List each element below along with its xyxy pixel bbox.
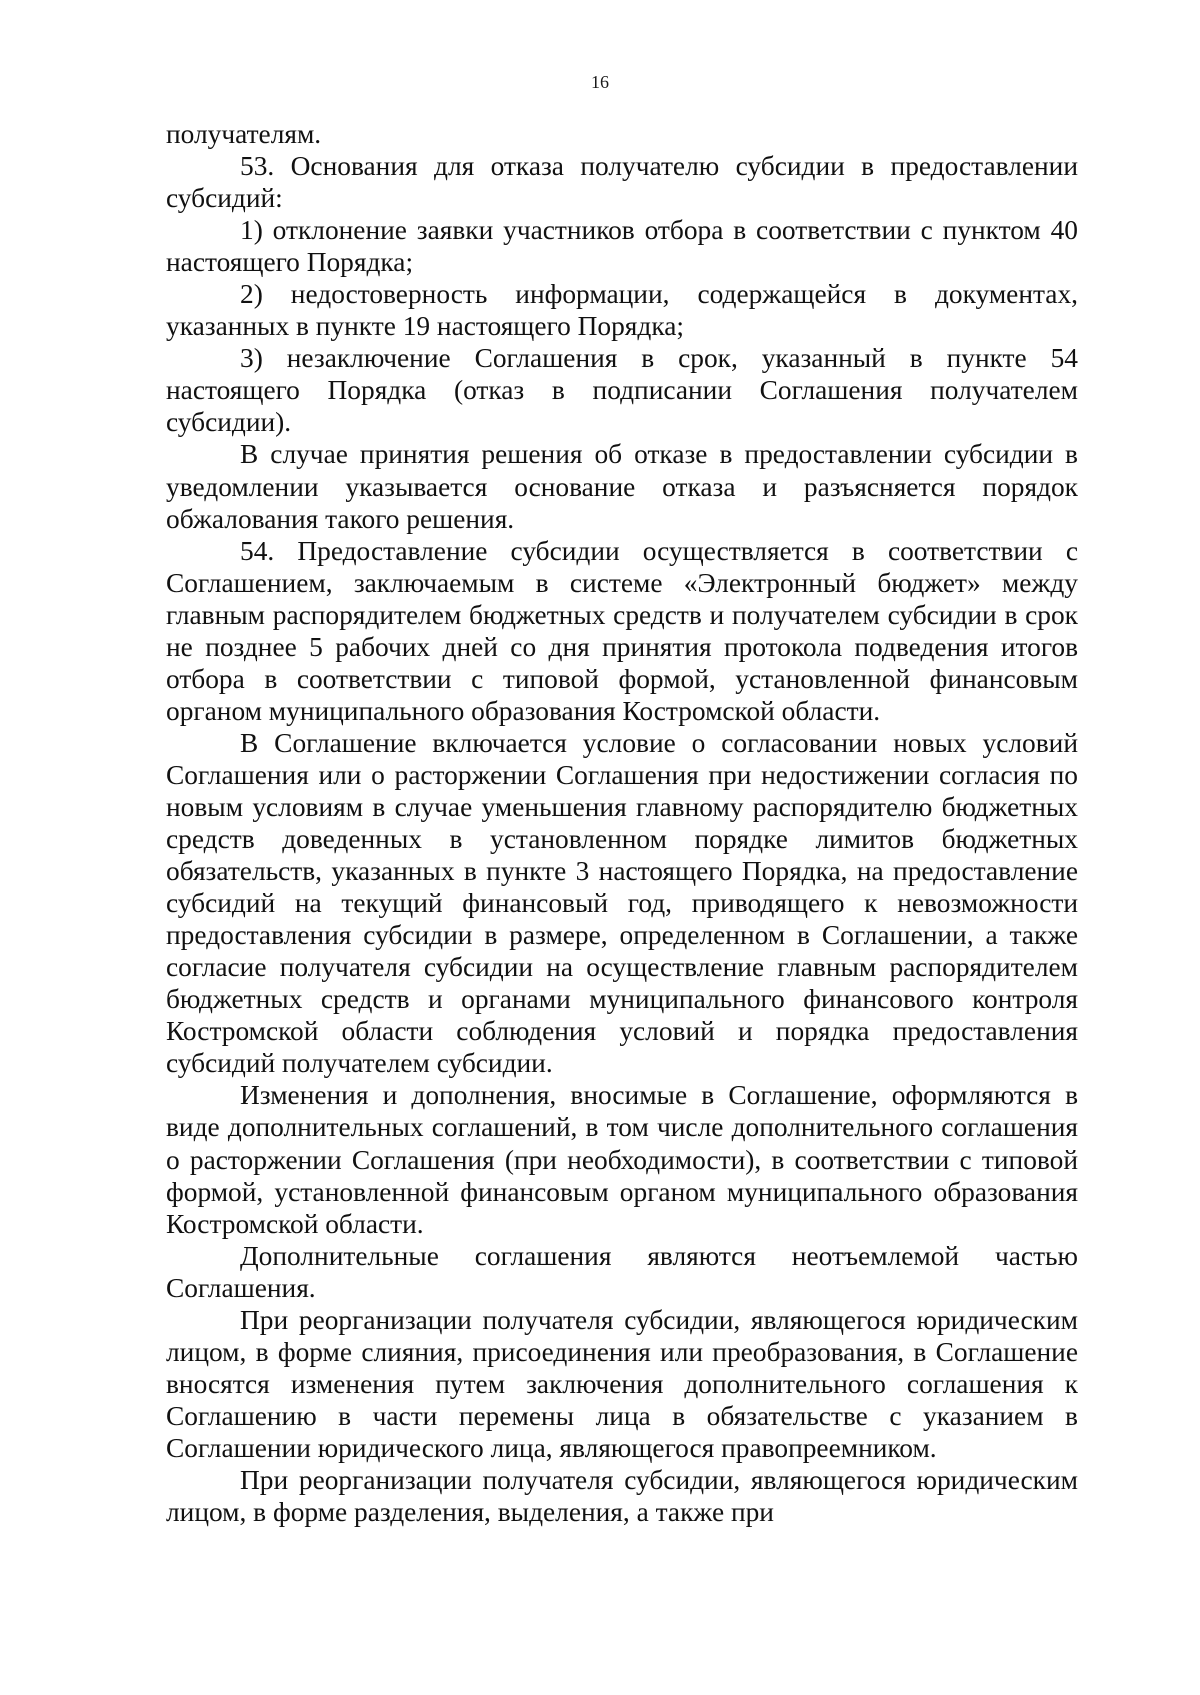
paragraph: 54. Предоставление субсидии осуществляется в соответствии с Соглашением, заключаемым в системе «Электронный бюджет» между главным распорядителем бюджетных средств и получателем субсидии в срок не позднее 5 рабочих дней со дня принятия протокола подведения итогов отбора в соответствии с типовой формой, установленной финансовым органом муниципального образования Костромской области. [166,535,1078,726]
paragraph: 2) недостоверность информации, содержащейся в документах, указанных в пункте 19 настоящего Порядка; [166,279,1078,342]
paragraph: В Соглашение включается условие о согласовании новых условий Соглашения или о расторжении Соглашения при недостижении согласия по новым условиям в случае уменьшения главному распорядителю бюджетных средств доведенных в установленном порядке лимитов бюджетных обязательств, указанных в пункте 3 настоящего Порядка, на предоставление субсидий на текущий финансовый год, приводящего к невозможности предоставления субсидии в размере, определенном в Соглашении, а также согласие получателя субсидии на осуществление главным распорядителем бюджетных средств и органами муниципального финансового контроля Костромской области соблюдения условий и порядка предоставления субсидий получателем субсидии. [166,727,1078,1079]
paragraph: 53. Основания для отказа получателю субсидии в предоставлении субсидий: [166,151,1078,214]
paragraph: Изменения и дополнения, вносимые в Соглашение, оформляются в виде дополнительных соглашений, в том числе дополнительного соглашения о расторжении Соглашения (при необходимости), в соответствии с типовой формой, установленной финансовым органом муниципального образования Костромской области. [166,1080,1078,1239]
paragraph: 3) незаключение Соглашения в срок, указанный в пункте 54 настоящего Порядка (отказ в подписании Соглашения получателем субсидии). [166,343,1078,438]
document-body [166,118,1078,1528]
paragraph: Дополнительные соглашения являются неотъемлемой частью Соглашения. [166,1240,1078,1303]
paragraph: В случае принятия решения об отказе в предоставлении субсидии в уведомлении указывается основание отказа и разъясняется порядок обжалования такого решения. [166,439,1078,534]
paragraph: 1) отклонение заявки участников отбора в соответствии с пунктом 40 настоящего Порядка; [166,215,1078,278]
paragraph: При реорганизации получателя субсидии, являющегося юридическим лицом, в форме разделения, выделения, а также при [166,1464,1078,1528]
page-number: 16 [591,72,609,92]
paragraph: При реорганизации получателя субсидии, являющегося юридическим лицом, в форме слияния, присоединения или преобразования, в Соглашение вносятся изменения путем заключения дополнительного соглашения к Соглашению в части перемены лица в обязательстве с указанием в Соглашении юридического лица, являющегося правопреемником. [166,1304,1078,1463]
paragraph: получателям. [166,119,322,149]
